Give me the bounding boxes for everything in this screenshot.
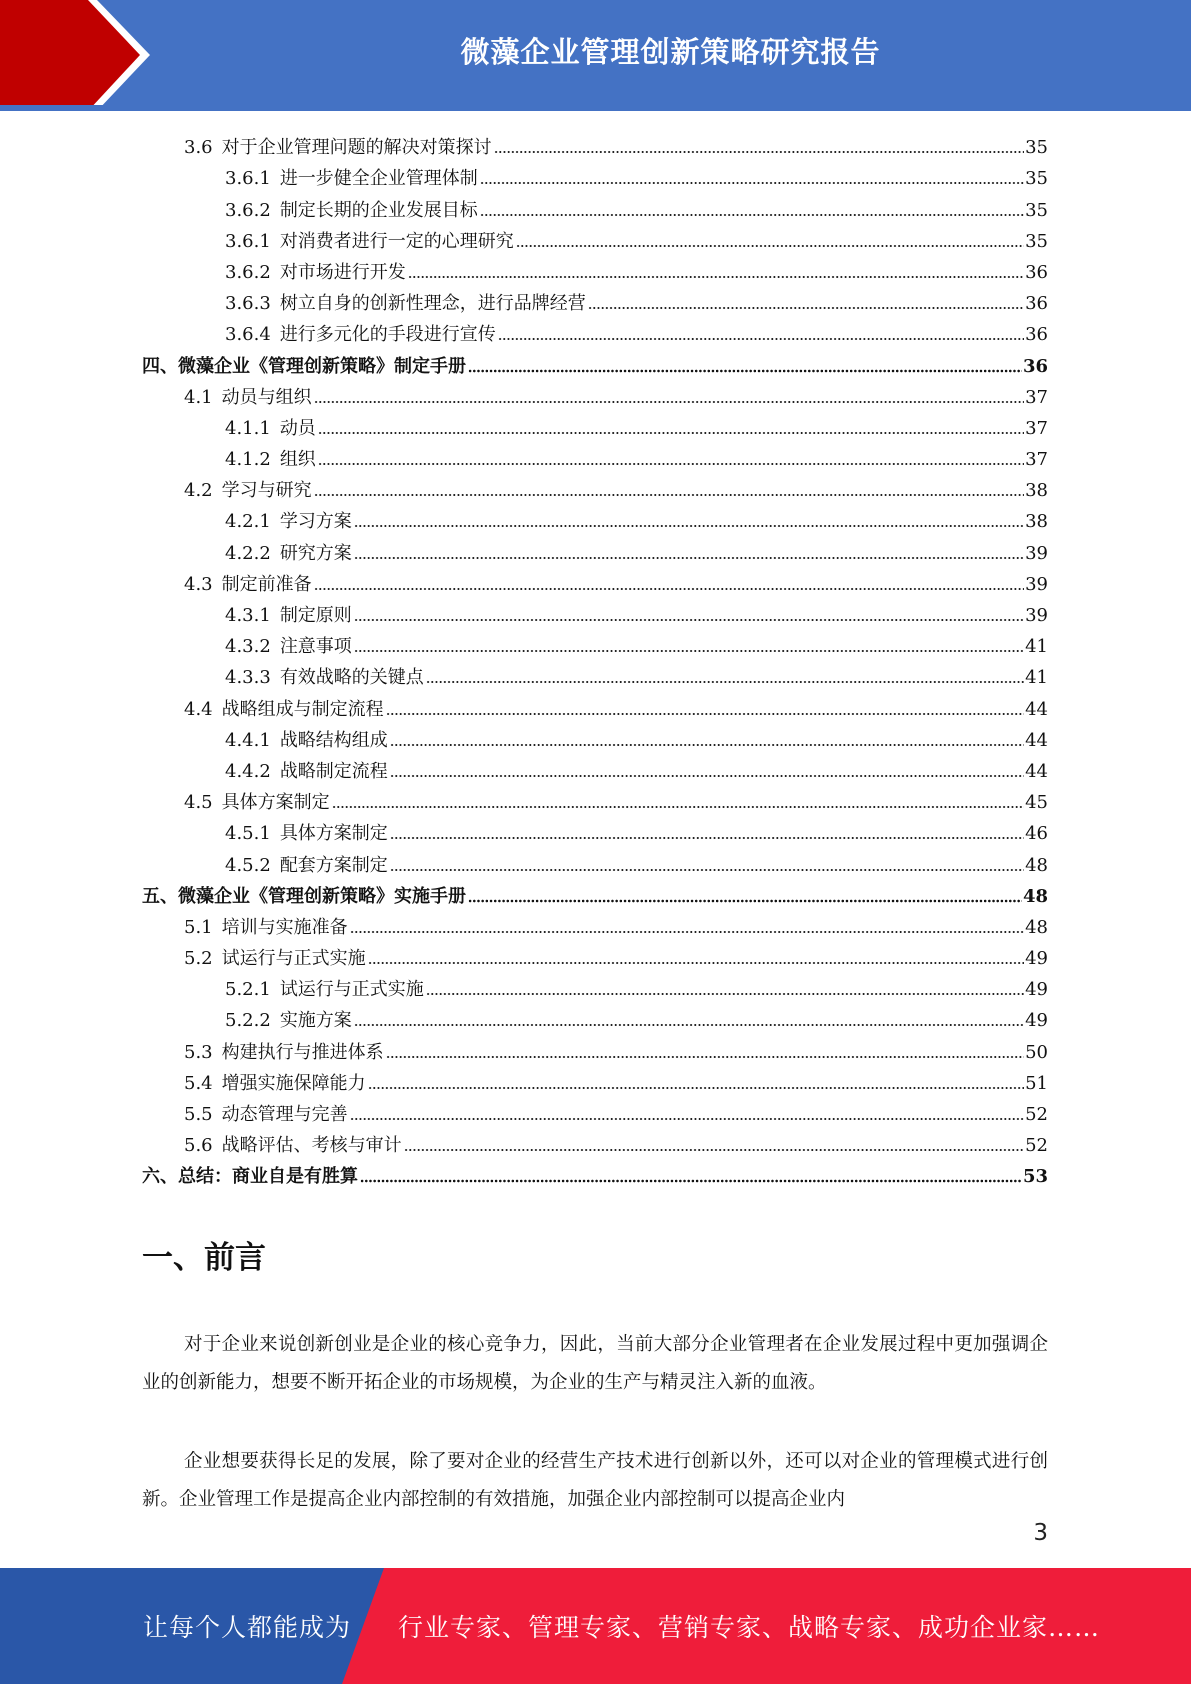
toc-entry[interactable] bbox=[142, 128, 1048, 159]
toc-entry-title: 制定原则 bbox=[279, 605, 352, 626]
toc-entry-label bbox=[225, 636, 354, 658]
toc-entry[interactable] bbox=[142, 222, 1048, 253]
toc-entry-number: 3.6.1 bbox=[225, 230, 271, 252]
toc-dot-leader bbox=[390, 835, 1024, 841]
toc-entry[interactable] bbox=[142, 440, 1048, 471]
toc-entry-title: 制定长期的企业发展目标 bbox=[279, 199, 478, 221]
toc-entry[interactable] bbox=[142, 783, 1048, 814]
toc-page-number: 38 bbox=[1025, 480, 1048, 502]
toc-entry-number: 4.2 bbox=[184, 480, 213, 502]
toc-entry-number: 3.6.4 bbox=[225, 324, 271, 346]
toc-page-number: 38 bbox=[1025, 511, 1048, 533]
toc-entry[interactable] bbox=[142, 1095, 1048, 1126]
toc-entry-label bbox=[184, 792, 332, 814]
toc-entry-title: 对消费者进行一定的心理研究 bbox=[279, 230, 514, 252]
toc-entry[interactable] bbox=[142, 565, 1048, 596]
toc-entry-label bbox=[184, 948, 368, 970]
toc-entry-title: 进行多元化的手段进行宣传 bbox=[279, 324, 496, 346]
toc-entry-number: 5.6 bbox=[184, 1135, 213, 1157]
toc-dot-leader bbox=[314, 586, 1024, 592]
toc-entry-label bbox=[225, 418, 318, 440]
toc-page-number: 44 bbox=[1025, 760, 1048, 782]
toc-entry-title: 四、微藻企业《管理创新策略》制定手册 bbox=[142, 355, 466, 377]
toc-page-number: 44 bbox=[1025, 729, 1048, 751]
toc-entry[interactable] bbox=[142, 190, 1048, 221]
toc-page-number: 35 bbox=[1025, 230, 1048, 252]
toc-entry[interactable] bbox=[142, 721, 1048, 752]
page-header bbox=[0, 0, 1191, 111]
toc-dot-leader bbox=[408, 274, 1024, 280]
toc-entry[interactable] bbox=[142, 502, 1048, 533]
toc-entry-title: 动员 bbox=[279, 417, 316, 439]
toc-entry-title: 配套方案制定 bbox=[279, 854, 388, 876]
footer-slogan-right: 行业专家、管理专家、营销专家、战略专家、成功企业家…… bbox=[398, 1613, 1101, 1642]
toc-entry[interactable] bbox=[142, 1001, 1048, 1032]
footer-slogan-left: 让每个人都能成为 bbox=[143, 1613, 352, 1642]
toc-entry-title: 战略结构组成 bbox=[279, 729, 388, 751]
toc-dot-leader bbox=[390, 773, 1024, 779]
toc-entry[interactable] bbox=[142, 346, 1048, 377]
toc-entry-label bbox=[184, 1073, 368, 1095]
toc-entry-number: 4.1.1 bbox=[225, 417, 271, 439]
toc-entry[interactable] bbox=[142, 533, 1048, 564]
toc-entry-number: 4.2.2 bbox=[225, 542, 271, 564]
toc-page-number: 41 bbox=[1025, 636, 1048, 658]
toc-entry-number: 4.3 bbox=[184, 573, 213, 595]
toc-entry-label bbox=[225, 449, 318, 471]
toc-dot-leader bbox=[390, 867, 1024, 873]
toc-entry-label bbox=[142, 356, 468, 378]
toc-entry-title: 五、微藻企业《管理创新策略》实施手册 bbox=[142, 885, 466, 907]
toc-entry[interactable] bbox=[142, 908, 1048, 939]
toc-dot-leader bbox=[468, 368, 1022, 374]
toc-dot-leader bbox=[354, 1022, 1024, 1028]
page-footer bbox=[0, 1568, 1191, 1684]
toc-entry-title: 增强实施保障能力 bbox=[221, 1072, 366, 1094]
toc-entry[interactable] bbox=[142, 159, 1048, 190]
toc-entry[interactable] bbox=[142, 409, 1048, 440]
toc-page-number: 49 bbox=[1025, 1010, 1048, 1032]
toc-entry-number: 5.3 bbox=[184, 1041, 213, 1063]
toc-entry-title: 六、总结：商业自是有胜算 bbox=[142, 1166, 358, 1188]
toc-entry-label bbox=[225, 667, 426, 689]
toc-entry-title: 树立自身的创新性理念，进行品牌经营 bbox=[279, 293, 586, 315]
toc-entry-label bbox=[225, 761, 390, 783]
toc-dot-leader bbox=[426, 991, 1024, 997]
toc-entry-label bbox=[225, 200, 480, 222]
toc-dot-leader bbox=[386, 711, 1024, 717]
toc-entry[interactable] bbox=[142, 689, 1048, 720]
header-bottom-stripe bbox=[0, 105, 1191, 111]
toc-dot-leader bbox=[386, 1054, 1024, 1060]
toc-entry-number: 3.6.1 bbox=[225, 168, 271, 190]
toc-entry-label bbox=[225, 511, 354, 533]
toc-dot-leader bbox=[480, 180, 1024, 186]
toc-dot-leader bbox=[350, 1116, 1024, 1122]
toc-dot-leader bbox=[354, 648, 1024, 654]
toc-dot-leader bbox=[318, 461, 1024, 467]
toc-dot-leader bbox=[498, 336, 1024, 342]
toc-dot-leader bbox=[390, 742, 1024, 748]
toc-dot-leader bbox=[354, 555, 1024, 561]
toc-dot-leader bbox=[368, 960, 1024, 966]
toc-entry-label bbox=[184, 1104, 350, 1126]
toc-entry-title: 制定前准备 bbox=[221, 573, 312, 595]
toc-entry-title: 对于企业管理问题的解决对策探讨 bbox=[221, 137, 492, 159]
toc-dot-leader bbox=[314, 492, 1024, 498]
toc-dot-leader bbox=[350, 929, 1024, 935]
toc-entry-number: 3.6.2 bbox=[225, 199, 271, 221]
toc-entry-number: 4.3.1 bbox=[225, 605, 271, 626]
toc-entry-number: 5.5 bbox=[184, 1104, 213, 1125]
table-of-contents bbox=[142, 128, 1048, 1188]
toc-entry-label bbox=[225, 543, 354, 565]
toc-dot-leader bbox=[404, 1147, 1024, 1153]
toc-dot-leader bbox=[368, 1085, 1024, 1091]
toc-entry-label bbox=[142, 1166, 360, 1188]
toc-entry[interactable] bbox=[142, 596, 1048, 627]
toc-entry-label bbox=[225, 293, 588, 315]
toc-entry-title: 具体方案制定 bbox=[221, 792, 330, 814]
toc-entry-number: 4.4.2 bbox=[225, 760, 271, 782]
toc-entry-title: 战略评估、考核与审计 bbox=[221, 1135, 402, 1157]
toc-entry-label bbox=[225, 168, 480, 190]
toc-dot-leader bbox=[468, 898, 1022, 904]
toc-dot-leader bbox=[318, 430, 1024, 436]
toc-page-number: 37 bbox=[1025, 417, 1048, 439]
toc-entry[interactable] bbox=[142, 315, 1048, 346]
toc-dot-leader bbox=[354, 617, 1024, 623]
toc-entry-label bbox=[225, 855, 390, 877]
toc-page-number: 51 bbox=[1025, 1072, 1048, 1094]
toc-entry-label bbox=[184, 699, 386, 721]
toc-entry-title: 构建执行与推进体系 bbox=[221, 1041, 384, 1063]
toc-dot-leader bbox=[516, 243, 1024, 249]
toc-entry-title: 注意事项 bbox=[279, 636, 352, 658]
report-title: 微藻企业管理创新策略研究报告 bbox=[460, 34, 881, 69]
toc-entry-title: 进一步健全企业管理体制 bbox=[279, 168, 478, 190]
toc-entry-label bbox=[184, 574, 314, 596]
toc-entry-number: 4.3.3 bbox=[225, 667, 271, 689]
toc-entry-label bbox=[184, 387, 314, 409]
toc-entry-title: 对市场进行开发 bbox=[279, 261, 406, 283]
toc-entry[interactable] bbox=[142, 253, 1048, 284]
toc-entry-number: 3.6 bbox=[184, 137, 213, 159]
toc-entry-number: 5.1 bbox=[184, 916, 213, 938]
toc-entry-title: 学习与研究 bbox=[221, 480, 312, 502]
toc-page-number: 48 bbox=[1025, 916, 1048, 938]
toc-entry-number: 5.2.1 bbox=[225, 979, 271, 1001]
toc-dot-leader bbox=[426, 679, 1024, 685]
toc-dot-leader bbox=[494, 149, 1024, 155]
toc-entry-label bbox=[225, 1010, 354, 1032]
toc-page-number: 36 bbox=[1022, 355, 1048, 377]
toc-entry-number: 3.6.2 bbox=[225, 261, 271, 283]
toc-entry-number: 5.4 bbox=[184, 1072, 213, 1094]
toc-entry-title: 有效战略的关键点 bbox=[279, 667, 424, 689]
toc-entry-number: 4.5.2 bbox=[225, 854, 271, 876]
toc-entry-title: 实施方案 bbox=[279, 1010, 352, 1032]
toc-entry-label bbox=[225, 262, 408, 284]
toc-page-number: 35 bbox=[1025, 168, 1048, 190]
toc-entry[interactable] bbox=[142, 845, 1048, 876]
toc-page-number: 49 bbox=[1025, 979, 1048, 1001]
toc-page-number: 36 bbox=[1025, 293, 1048, 315]
toc-page-number: 52 bbox=[1025, 1135, 1048, 1157]
toc-entry[interactable] bbox=[142, 658, 1048, 689]
toc-page-number: 52 bbox=[1025, 1104, 1048, 1125]
toc-entry-number: 4.3.2 bbox=[225, 636, 271, 658]
toc-page-number: 48 bbox=[1025, 854, 1048, 876]
page-number: 3 bbox=[1033, 1520, 1048, 1546]
toc-entry[interactable] bbox=[142, 752, 1048, 783]
toc-entry-number: 4.2.1 bbox=[225, 511, 271, 533]
toc-entry[interactable] bbox=[142, 284, 1048, 315]
toc-entry-label bbox=[225, 605, 354, 627]
toc-entry-title: 战略制定流程 bbox=[279, 760, 388, 782]
toc-entry[interactable] bbox=[142, 627, 1048, 658]
toc-entry[interactable] bbox=[142, 814, 1048, 845]
toc-entry-title: 试运行与正式实施 bbox=[279, 979, 424, 1001]
toc-dot-leader bbox=[332, 804, 1024, 810]
toc-entry-title: 动态管理与完善 bbox=[221, 1104, 348, 1125]
toc-entry-title: 动员与组织 bbox=[221, 386, 312, 408]
toc-entry-number: 4.1 bbox=[184, 386, 213, 408]
toc-page-number: 36 bbox=[1025, 324, 1048, 346]
toc-page-number: 44 bbox=[1025, 698, 1048, 720]
toc-entry-label bbox=[184, 480, 314, 502]
body-paragraph-2: 企业想要获得长足的发展，除了要对企业的经营生产技术进行创新以外，还可以对企业的管理模式进行创新。企业管理工作是提高企业内部控制的有效措施，加强企业内部控制可以提高企业内 bbox=[142, 1451, 1048, 1510]
toc-dot-leader bbox=[354, 523, 1024, 529]
toc-entry[interactable] bbox=[142, 471, 1048, 502]
toc-entry-number: 4.1.2 bbox=[225, 449, 271, 471]
toc-page-number: 36 bbox=[1025, 261, 1048, 283]
toc-entry[interactable] bbox=[142, 1064, 1048, 1095]
toc-page-number: 37 bbox=[1025, 449, 1048, 471]
toc-entry-label bbox=[225, 231, 516, 253]
toc-dot-leader bbox=[360, 1178, 1022, 1184]
toc-entry-title: 具体方案制定 bbox=[279, 823, 388, 845]
toc-page-number: 53 bbox=[1022, 1166, 1048, 1188]
toc-page-number: 35 bbox=[1025, 137, 1048, 159]
toc-page-number: 39 bbox=[1025, 605, 1048, 626]
toc-page-number: 39 bbox=[1025, 542, 1048, 564]
toc-page-number: 46 bbox=[1025, 823, 1048, 845]
toc-page-number: 48 bbox=[1022, 885, 1048, 907]
toc-entry[interactable] bbox=[142, 378, 1048, 409]
toc-entry-label bbox=[184, 1042, 386, 1064]
toc-dot-leader bbox=[480, 212, 1024, 218]
body-paragraph-1: 对于企业来说创新创业是企业的核心竞争力，因此，当前大部分企业管理者在企业发展过程中更加强调企业的创新能力，想要不断开拓企业的市场规模，为企业的生产与精灵注入新的血液。 bbox=[142, 1334, 1048, 1393]
section-heading: 一、前言 bbox=[142, 1240, 266, 1276]
toc-page-number: 39 bbox=[1025, 573, 1048, 595]
toc-dot-leader bbox=[588, 305, 1024, 311]
toc-page-number: 41 bbox=[1025, 667, 1048, 689]
toc-entry-title: 培训与实施准备 bbox=[221, 916, 348, 938]
toc-entry-number: 4.5 bbox=[184, 792, 213, 814]
toc-entry-label bbox=[184, 1135, 404, 1157]
toc-page-number: 49 bbox=[1025, 948, 1048, 970]
toc-entry[interactable] bbox=[142, 970, 1048, 1001]
toc-page-number: 45 bbox=[1025, 792, 1048, 814]
toc-page-number: 35 bbox=[1025, 199, 1048, 221]
toc-page-number: 37 bbox=[1025, 386, 1048, 408]
toc-entry-number: 4.4 bbox=[184, 698, 213, 720]
toc-entry-title: 组织 bbox=[279, 449, 316, 471]
toc-page-number: 50 bbox=[1025, 1041, 1048, 1063]
toc-entry-title: 试运行与正式实施 bbox=[221, 948, 366, 970]
toc-dot-leader bbox=[314, 399, 1024, 405]
toc-entry-label bbox=[184, 917, 350, 939]
toc-entry[interactable] bbox=[142, 1157, 1048, 1188]
toc-entry-number: 4.4.1 bbox=[225, 729, 271, 751]
toc-entry-number: 5.2.2 bbox=[225, 1010, 271, 1032]
toc-entry-label bbox=[225, 324, 498, 346]
toc-entry-title: 学习方案 bbox=[279, 511, 352, 533]
toc-entry-label bbox=[184, 137, 494, 159]
toc-entry-number: 3.6.3 bbox=[225, 293, 271, 315]
toc-entry-label bbox=[225, 730, 390, 752]
toc-entry-label bbox=[142, 886, 468, 908]
toc-entry-title: 战略组成与制定流程 bbox=[221, 698, 384, 720]
toc-entry-label bbox=[225, 979, 426, 1001]
toc-entry[interactable] bbox=[142, 877, 1048, 908]
toc-entry[interactable] bbox=[142, 1126, 1048, 1157]
header-red-arrow bbox=[0, 0, 140, 111]
toc-entry-number: 5.2 bbox=[184, 948, 213, 970]
toc-entry-number: 4.5.1 bbox=[225, 823, 271, 845]
toc-entry[interactable] bbox=[142, 1032, 1048, 1063]
toc-entry[interactable] bbox=[142, 939, 1048, 970]
toc-entry-label bbox=[225, 823, 390, 845]
toc-entry-title: 研究方案 bbox=[279, 542, 352, 564]
